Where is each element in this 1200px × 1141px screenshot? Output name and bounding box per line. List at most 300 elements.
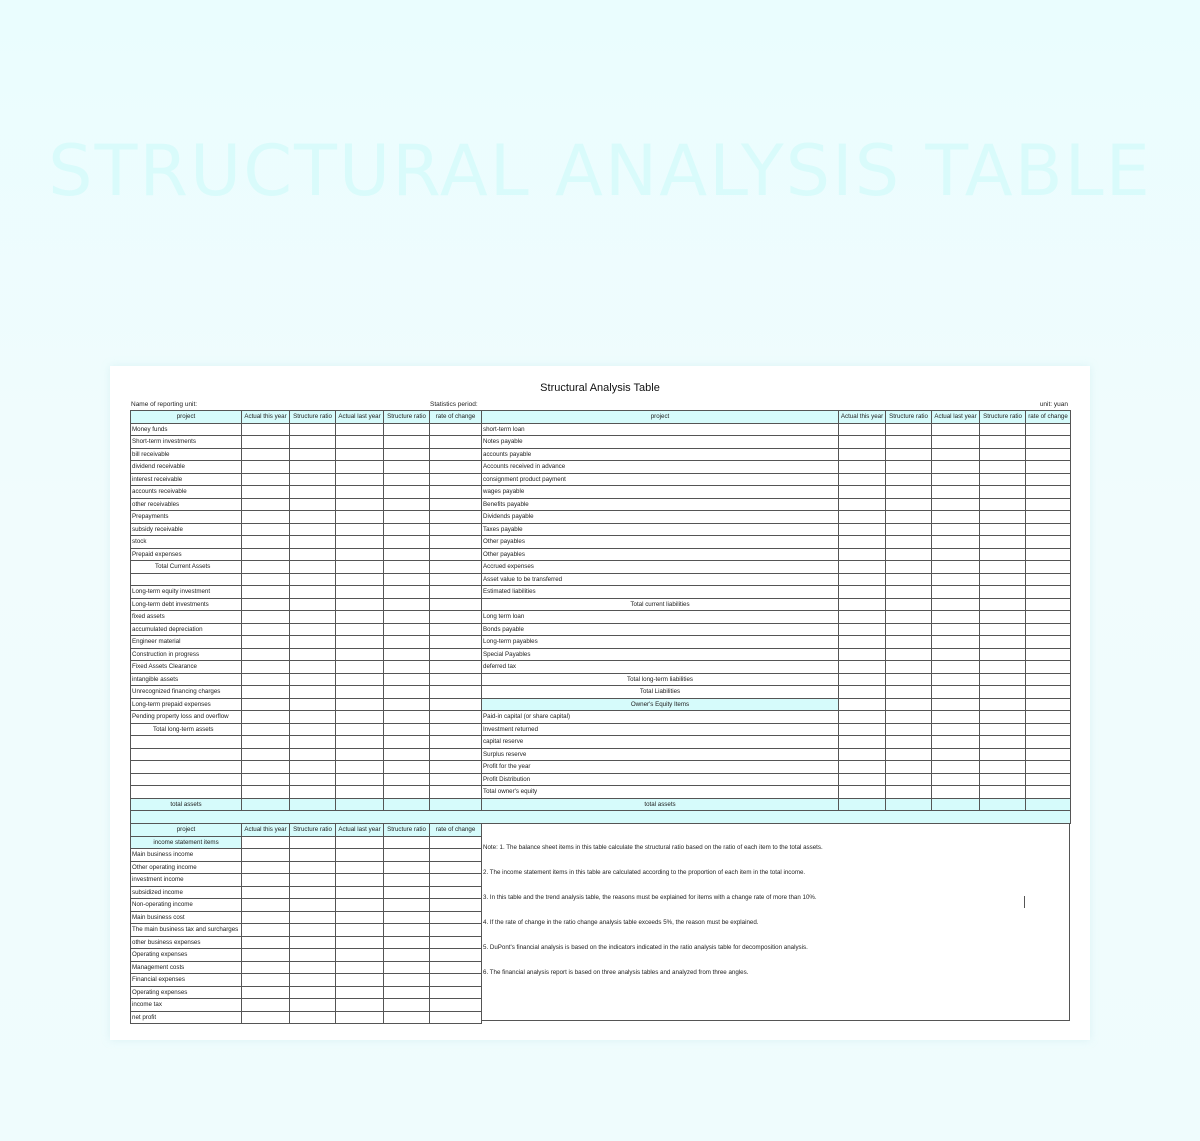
value-cell[interactable] <box>839 523 886 536</box>
value-cell[interactable] <box>886 511 932 524</box>
value-cell[interactable] <box>839 673 886 686</box>
value-cell[interactable] <box>384 849 430 862</box>
value-cell[interactable] <box>980 561 1026 574</box>
value-cell[interactable] <box>430 623 482 636</box>
value-cell[interactable] <box>886 636 932 649</box>
value-cell[interactable] <box>932 748 980 761</box>
value-cell[interactable] <box>932 786 980 799</box>
value-cell[interactable] <box>384 598 430 611</box>
value-cell[interactable] <box>980 536 1026 549</box>
value-cell[interactable] <box>290 1011 336 1024</box>
cell[interactable] <box>290 836 336 849</box>
value-cell[interactable] <box>430 698 482 711</box>
value-cell[interactable] <box>430 711 482 724</box>
value-cell[interactable] <box>980 623 1026 636</box>
value-cell[interactable] <box>932 611 980 624</box>
value-cell[interactable] <box>839 561 886 574</box>
value-cell[interactable] <box>932 486 980 499</box>
value-cell[interactable] <box>242 486 290 499</box>
value-cell[interactable] <box>980 448 1026 461</box>
value-cell[interactable] <box>290 949 336 962</box>
value-cell[interactable] <box>430 586 482 599</box>
value-cell[interactable] <box>886 686 932 699</box>
value-cell[interactable] <box>1026 523 1071 536</box>
value-cell[interactable] <box>430 448 482 461</box>
value-cell[interactable] <box>336 436 384 449</box>
value-cell[interactable] <box>290 686 336 699</box>
value-cell[interactable] <box>980 486 1026 499</box>
value-cell[interactable] <box>430 936 482 949</box>
value-cell[interactable] <box>932 736 980 749</box>
value-cell[interactable] <box>932 536 980 549</box>
value-cell[interactable] <box>886 673 932 686</box>
value-cell[interactable] <box>290 636 336 649</box>
value-cell[interactable] <box>384 723 430 736</box>
value-cell[interactable] <box>1026 673 1071 686</box>
value-cell[interactable] <box>290 936 336 949</box>
value-cell[interactable] <box>384 911 430 924</box>
value-cell[interactable] <box>932 523 980 536</box>
cell[interactable] <box>336 836 384 849</box>
value-cell[interactable] <box>1026 748 1071 761</box>
value-cell[interactable] <box>336 623 384 636</box>
value-cell[interactable] <box>242 761 290 774</box>
value-cell[interactable] <box>336 748 384 761</box>
value-cell[interactable] <box>242 723 290 736</box>
value-cell[interactable] <box>886 723 932 736</box>
value-cell[interactable] <box>242 611 290 624</box>
value-cell[interactable] <box>336 423 384 436</box>
value-cell[interactable] <box>242 636 290 649</box>
value-cell[interactable] <box>336 886 384 899</box>
value-cell[interactable] <box>932 723 980 736</box>
value-cell[interactable] <box>336 498 384 511</box>
value-cell[interactable] <box>980 611 1026 624</box>
value-cell[interactable] <box>932 586 980 599</box>
value-cell[interactable] <box>932 511 980 524</box>
value-cell[interactable] <box>336 486 384 499</box>
value-cell[interactable] <box>839 586 886 599</box>
value-cell[interactable] <box>430 536 482 549</box>
value-cell[interactable] <box>886 436 932 449</box>
value-cell[interactable] <box>430 911 482 924</box>
value-cell[interactable] <box>290 711 336 724</box>
value-cell[interactable] <box>430 636 482 649</box>
value-cell[interactable] <box>336 899 384 912</box>
value-cell[interactable] <box>1026 736 1071 749</box>
value-cell[interactable] <box>336 786 384 799</box>
value-cell[interactable] <box>886 711 932 724</box>
value-cell[interactable] <box>290 536 336 549</box>
value-cell[interactable] <box>1026 448 1071 461</box>
value-cell[interactable] <box>430 673 482 686</box>
value-cell[interactable] <box>242 573 290 586</box>
value-cell[interactable] <box>839 686 886 699</box>
value-cell[interactable] <box>242 536 290 549</box>
value-cell[interactable] <box>886 548 932 561</box>
value-cell[interactable] <box>336 736 384 749</box>
value-cell[interactable] <box>430 473 482 486</box>
value-cell[interactable] <box>886 473 932 486</box>
value-cell[interactable] <box>336 511 384 524</box>
value-cell[interactable] <box>430 761 482 774</box>
value-cell[interactable] <box>290 423 336 436</box>
value-cell[interactable] <box>290 961 336 974</box>
value-cell[interactable] <box>384 636 430 649</box>
value-cell[interactable] <box>384 611 430 624</box>
value-cell[interactable] <box>336 686 384 699</box>
value-cell[interactable] <box>336 723 384 736</box>
value-cell[interactable] <box>290 598 336 611</box>
value-cell[interactable] <box>242 986 290 999</box>
value-cell[interactable] <box>932 798 980 811</box>
value-cell[interactable] <box>290 924 336 937</box>
value-cell[interactable] <box>384 661 430 674</box>
value-cell[interactable] <box>384 798 430 811</box>
value-cell[interactable] <box>430 436 482 449</box>
value-cell[interactable] <box>242 423 290 436</box>
value-cell[interactable] <box>430 974 482 987</box>
value-cell[interactable] <box>242 648 290 661</box>
value-cell[interactable] <box>336 999 384 1012</box>
value-cell[interactable] <box>886 561 932 574</box>
value-cell[interactable] <box>839 473 886 486</box>
value-cell[interactable] <box>242 949 290 962</box>
value-cell[interactable] <box>336 536 384 549</box>
value-cell[interactable] <box>384 698 430 711</box>
value-cell[interactable] <box>290 911 336 924</box>
value-cell[interactable] <box>430 1011 482 1024</box>
value-cell[interactable] <box>290 486 336 499</box>
value-cell[interactable] <box>932 648 980 661</box>
value-cell[interactable] <box>932 673 980 686</box>
value-cell[interactable] <box>290 736 336 749</box>
value-cell[interactable] <box>384 974 430 987</box>
value-cell[interactable] <box>886 698 932 711</box>
value-cell[interactable] <box>242 473 290 486</box>
value-cell[interactable] <box>290 723 336 736</box>
value-cell[interactable] <box>242 786 290 799</box>
value-cell[interactable] <box>384 1011 430 1024</box>
value-cell[interactable] <box>384 436 430 449</box>
value-cell[interactable] <box>932 761 980 774</box>
value-cell[interactable] <box>980 786 1026 799</box>
value-cell[interactable] <box>336 798 384 811</box>
value-cell[interactable] <box>932 561 980 574</box>
value-cell[interactable] <box>886 786 932 799</box>
value-cell[interactable] <box>839 461 886 474</box>
value-cell[interactable] <box>290 611 336 624</box>
value-cell[interactable] <box>242 673 290 686</box>
value-cell[interactable] <box>336 874 384 887</box>
cell[interactable] <box>242 836 290 849</box>
value-cell[interactable] <box>384 711 430 724</box>
value-cell[interactable] <box>336 949 384 962</box>
value-cell[interactable] <box>384 423 430 436</box>
value-cell[interactable] <box>290 899 336 912</box>
value-cell[interactable] <box>384 899 430 912</box>
value-cell[interactable] <box>932 598 980 611</box>
value-cell[interactable] <box>384 536 430 549</box>
value-cell[interactable] <box>932 436 980 449</box>
value-cell[interactable] <box>980 523 1026 536</box>
value-cell[interactable] <box>430 423 482 436</box>
value-cell[interactable] <box>430 924 482 937</box>
value-cell[interactable] <box>242 736 290 749</box>
value-cell[interactable] <box>886 523 932 536</box>
value-cell[interactable] <box>336 523 384 536</box>
value-cell[interactable] <box>1026 623 1071 636</box>
value-cell[interactable] <box>932 661 980 674</box>
value-cell[interactable] <box>932 473 980 486</box>
value-cell[interactable] <box>932 423 980 436</box>
value-cell[interactable] <box>886 586 932 599</box>
value-cell[interactable] <box>242 548 290 561</box>
value-cell[interactable] <box>1026 798 1071 811</box>
value-cell[interactable] <box>980 748 1026 761</box>
value-cell[interactable] <box>839 736 886 749</box>
value-cell[interactable] <box>980 661 1026 674</box>
value-cell[interactable] <box>839 536 886 549</box>
value-cell[interactable] <box>839 623 886 636</box>
value-cell[interactable] <box>290 648 336 661</box>
value-cell[interactable] <box>886 761 932 774</box>
value-cell[interactable] <box>242 586 290 599</box>
value-cell[interactable] <box>242 498 290 511</box>
value-cell[interactable] <box>290 448 336 461</box>
value-cell[interactable] <box>336 548 384 561</box>
value-cell[interactable] <box>430 611 482 624</box>
value-cell[interactable] <box>384 673 430 686</box>
value-cell[interactable] <box>886 736 932 749</box>
value-cell[interactable] <box>384 448 430 461</box>
value-cell[interactable] <box>242 961 290 974</box>
value-cell[interactable] <box>336 448 384 461</box>
value-cell[interactable] <box>242 686 290 699</box>
value-cell[interactable] <box>430 648 482 661</box>
value-cell[interactable] <box>242 1011 290 1024</box>
value-cell[interactable] <box>980 711 1026 724</box>
value-cell[interactable] <box>384 874 430 887</box>
value-cell[interactable] <box>336 1011 384 1024</box>
value-cell[interactable] <box>430 723 482 736</box>
value-cell[interactable] <box>430 548 482 561</box>
value-cell[interactable] <box>1026 473 1071 486</box>
value-cell[interactable] <box>290 698 336 711</box>
value-cell[interactable] <box>886 486 932 499</box>
value-cell[interactable] <box>980 761 1026 774</box>
value-cell[interactable] <box>290 586 336 599</box>
value-cell[interactable] <box>932 698 980 711</box>
value-cell[interactable] <box>384 548 430 561</box>
value-cell[interactable] <box>242 711 290 724</box>
value-cell[interactable] <box>1026 598 1071 611</box>
value-cell[interactable] <box>932 448 980 461</box>
value-cell[interactable] <box>980 723 1026 736</box>
value-cell[interactable] <box>384 586 430 599</box>
value-cell[interactable] <box>384 861 430 874</box>
cell[interactable] <box>430 836 482 849</box>
value-cell[interactable] <box>839 573 886 586</box>
value-cell[interactable] <box>932 548 980 561</box>
value-cell[interactable] <box>839 698 886 711</box>
value-cell[interactable] <box>430 561 482 574</box>
value-cell[interactable] <box>336 986 384 999</box>
value-cell[interactable] <box>384 761 430 774</box>
value-cell[interactable] <box>839 798 886 811</box>
value-cell[interactable] <box>384 961 430 974</box>
value-cell[interactable] <box>430 886 482 899</box>
value-cell[interactable] <box>336 773 384 786</box>
value-cell[interactable] <box>430 849 482 862</box>
value-cell[interactable] <box>336 698 384 711</box>
value-cell[interactable] <box>290 673 336 686</box>
value-cell[interactable] <box>336 598 384 611</box>
value-cell[interactable] <box>336 924 384 937</box>
value-cell[interactable] <box>886 798 932 811</box>
value-cell[interactable] <box>980 773 1026 786</box>
value-cell[interactable] <box>290 511 336 524</box>
value-cell[interactable] <box>980 498 1026 511</box>
value-cell[interactable] <box>242 561 290 574</box>
value-cell[interactable] <box>242 999 290 1012</box>
value-cell[interactable] <box>1026 573 1071 586</box>
value-cell[interactable] <box>384 686 430 699</box>
value-cell[interactable] <box>886 423 932 436</box>
value-cell[interactable] <box>336 461 384 474</box>
value-cell[interactable] <box>290 623 336 636</box>
value-cell[interactable] <box>1026 548 1071 561</box>
value-cell[interactable] <box>336 961 384 974</box>
value-cell[interactable] <box>430 861 482 874</box>
value-cell[interactable] <box>384 573 430 586</box>
value-cell[interactable] <box>980 511 1026 524</box>
value-cell[interactable] <box>1026 498 1071 511</box>
value-cell[interactable] <box>886 773 932 786</box>
value-cell[interactable] <box>290 461 336 474</box>
value-cell[interactable] <box>932 573 980 586</box>
value-cell[interactable] <box>384 986 430 999</box>
value-cell[interactable] <box>290 561 336 574</box>
value-cell[interactable] <box>1026 423 1071 436</box>
value-cell[interactable] <box>290 523 336 536</box>
value-cell[interactable] <box>932 711 980 724</box>
value-cell[interactable] <box>290 861 336 874</box>
value-cell[interactable] <box>242 773 290 786</box>
value-cell[interactable] <box>1026 436 1071 449</box>
value-cell[interactable] <box>290 548 336 561</box>
value-cell[interactable] <box>886 648 932 661</box>
value-cell[interactable] <box>932 686 980 699</box>
value-cell[interactable] <box>430 661 482 674</box>
value-cell[interactable] <box>980 698 1026 711</box>
value-cell[interactable] <box>1026 586 1071 599</box>
value-cell[interactable] <box>336 561 384 574</box>
value-cell[interactable] <box>242 861 290 874</box>
value-cell[interactable] <box>886 536 932 549</box>
value-cell[interactable] <box>839 511 886 524</box>
value-cell[interactable] <box>336 974 384 987</box>
value-cell[interactable] <box>290 974 336 987</box>
value-cell[interactable] <box>336 761 384 774</box>
value-cell[interactable] <box>430 986 482 999</box>
value-cell[interactable] <box>336 911 384 924</box>
value-cell[interactable] <box>290 849 336 862</box>
value-cell[interactable] <box>384 936 430 949</box>
value-cell[interactable] <box>886 498 932 511</box>
value-cell[interactable] <box>839 436 886 449</box>
value-cell[interactable] <box>1026 648 1071 661</box>
value-cell[interactable] <box>1026 786 1071 799</box>
value-cell[interactable] <box>290 748 336 761</box>
value-cell[interactable] <box>384 486 430 499</box>
value-cell[interactable] <box>242 623 290 636</box>
value-cell[interactable] <box>430 949 482 962</box>
value-cell[interactable] <box>980 648 1026 661</box>
value-cell[interactable] <box>336 861 384 874</box>
value-cell[interactable] <box>839 661 886 674</box>
value-cell[interactable] <box>1026 686 1071 699</box>
value-cell[interactable] <box>430 786 482 799</box>
value-cell[interactable] <box>886 661 932 674</box>
value-cell[interactable] <box>980 423 1026 436</box>
value-cell[interactable] <box>290 573 336 586</box>
value-cell[interactable] <box>932 636 980 649</box>
value-cell[interactable] <box>242 874 290 887</box>
value-cell[interactable] <box>430 773 482 786</box>
value-cell[interactable] <box>336 611 384 624</box>
value-cell[interactable] <box>980 673 1026 686</box>
cell[interactable] <box>384 836 430 849</box>
value-cell[interactable] <box>242 849 290 862</box>
value-cell[interactable] <box>430 486 482 499</box>
value-cell[interactable] <box>384 561 430 574</box>
value-cell[interactable] <box>980 573 1026 586</box>
value-cell[interactable] <box>980 686 1026 699</box>
value-cell[interactable] <box>1026 661 1071 674</box>
value-cell[interactable] <box>839 486 886 499</box>
value-cell[interactable] <box>384 924 430 937</box>
value-cell[interactable] <box>839 748 886 761</box>
value-cell[interactable] <box>384 511 430 524</box>
value-cell[interactable] <box>980 598 1026 611</box>
value-cell[interactable] <box>336 849 384 862</box>
value-cell[interactable] <box>290 786 336 799</box>
value-cell[interactable] <box>1026 486 1071 499</box>
value-cell[interactable] <box>242 936 290 949</box>
value-cell[interactable] <box>1026 636 1071 649</box>
value-cell[interactable] <box>290 874 336 887</box>
value-cell[interactable] <box>430 523 482 536</box>
value-cell[interactable] <box>242 748 290 761</box>
value-cell[interactable] <box>242 911 290 924</box>
value-cell[interactable] <box>242 924 290 937</box>
value-cell[interactable] <box>384 623 430 636</box>
value-cell[interactable] <box>932 623 980 636</box>
value-cell[interactable] <box>242 974 290 987</box>
value-cell[interactable] <box>980 798 1026 811</box>
value-cell[interactable] <box>1026 711 1071 724</box>
value-cell[interactable] <box>290 436 336 449</box>
value-cell[interactable] <box>430 961 482 974</box>
value-cell[interactable] <box>290 999 336 1012</box>
value-cell[interactable] <box>384 773 430 786</box>
value-cell[interactable] <box>1026 611 1071 624</box>
value-cell[interactable] <box>1026 536 1071 549</box>
value-cell[interactable] <box>839 711 886 724</box>
value-cell[interactable] <box>430 736 482 749</box>
value-cell[interactable] <box>980 461 1026 474</box>
